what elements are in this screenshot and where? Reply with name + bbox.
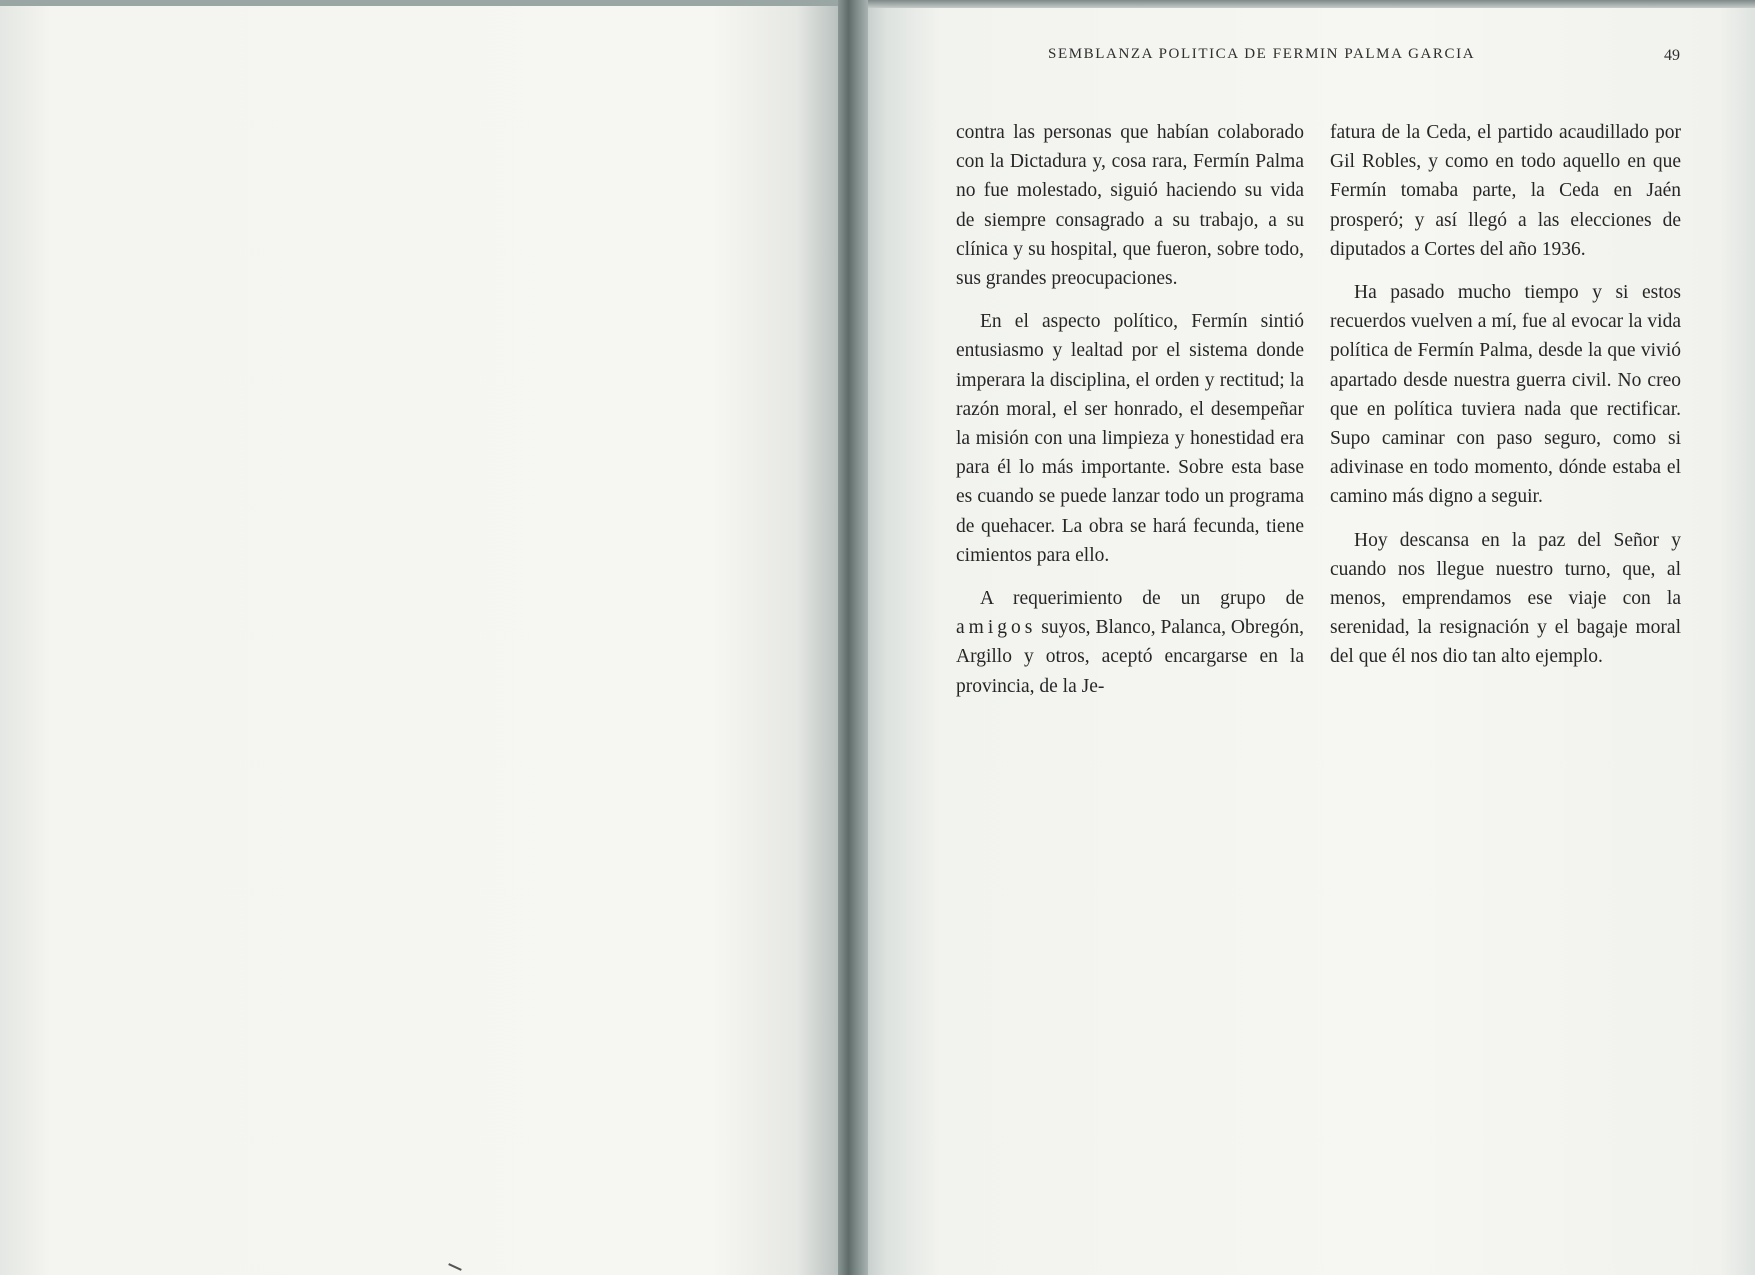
text-column-right [1330,118,1681,686]
text-column-left [956,118,1304,715]
left-page-top-edge [0,0,838,6]
paragraph-2: En el aspecto político, Fermín sintió entusiasmo y lealtad por el sistema donde imperara la disciplina, el orden y rectitud; la razón moral, el ser honrado, el desempeñar la misión con una limpieza y honestidad era para él lo más importante. Sobre esta base es cuando se puede lanzar todo un programa de quehacer. La obra se hará fecunda, tiene cimientos para ello. [956,311,1304,566]
paragraph-3-rest: suyos, Blanco, Palanca, Obregón, Argillo y otros, aceptó encargarse en la provincia, de la Je- [956,617,1304,697]
left-page-blank [0,0,838,1275]
paragraph-5: Ha pasado mucho tiempo y si estos recuerdos vuelven a mí, fue al evocar la vida política de Fermín Palma, desde la que vivió apartado desde nuestra guerra civil. No creo que en política tuviera nada que rectificar. Supo caminar con paso seguro, como si adivinase en todo momento, dónde estaba el camino más digno a seguir. [1330,282,1681,508]
book-gutter [838,0,868,1275]
right-page-top-edge [850,0,1755,8]
running-head: SEMBLANZA POLITICA DE FERMIN PALMA GARCIA [1048,46,1476,62]
page-number: 49 [1664,47,1680,64]
paragraph-6: Hoy descansa en la paz del Señor y cuando nos llegue nuestro turno, que, al menos, emprendamos ese viaje con la serenidad, la resignación y el bagaje moral del que él nos dio tan alto ejemplo. [1330,529,1681,668]
paragraph-3-spaced-word: amigos [956,617,1037,639]
paragraph-3-start: A requerimiento de un grupo de [980,588,1304,610]
paragraph-4: fatura de la Ceda, el partido acaudillado por Gil Robles, y como en todo aquello en que Fermín tomaba parte, la Ceda en Jaén prosperó; y así llegó a las elecciones de diputados a Cortes del año 1936. [1330,122,1681,260]
paragraph-1: contra las personas que habían colaborado con la Dictadura y, cosa rara, Fermín Palma no fue molestado, siguió haciendo su vida de siempre consagrado a su trabajo, a su clínica y su hospital, que fueron, sobre todo, sus grandes preocupaciones. [956,122,1304,290]
paragraph-3 [956,584,1304,701]
